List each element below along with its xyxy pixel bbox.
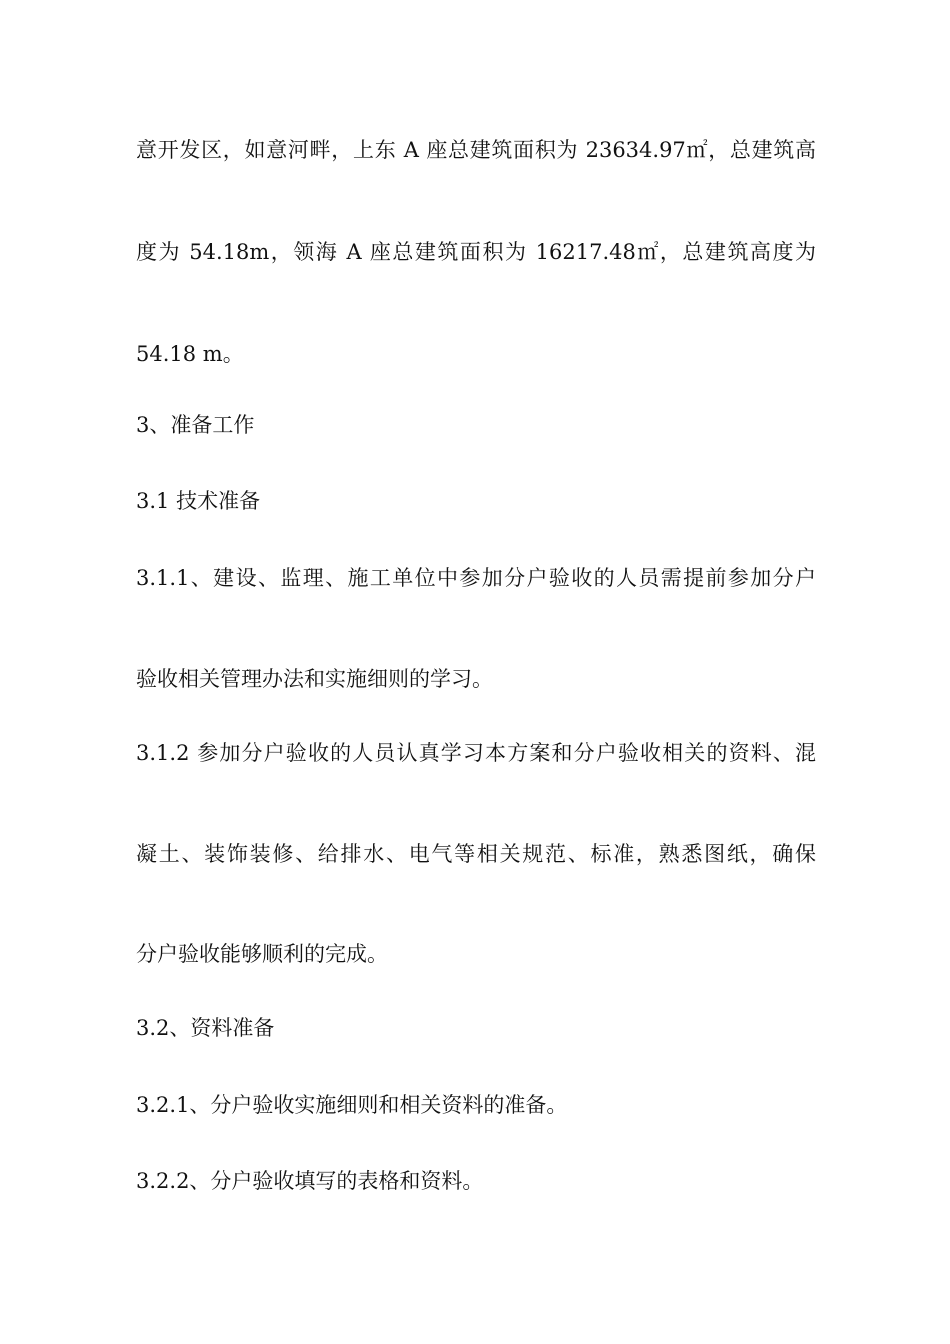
section-heading-3: 3、准备工作 <box>136 413 255 437</box>
item-3-2-1: 3.2.1、分户验收实施细则和相关资料的准备。 <box>136 1093 568 1117</box>
subsection-heading-3-2: 3.2、资料准备 <box>136 1016 275 1040</box>
subsection-heading-3-1: 3.1 技术准备 <box>136 489 261 513</box>
item-3-2-2: 3.2.2、分户验收填写的表格和资料。 <box>136 1169 484 1193</box>
item-3-1-1-line-2: 验收相关管理办法和实施细则的学习。 <box>136 667 493 691</box>
item-3-1-1-line-1: 3.1.1、建设、监理、施工单位中参加分户验收的人员需提前参加分户 <box>136 566 816 590</box>
paragraph-line-3: 54.18 m。 <box>136 342 244 366</box>
item-3-1-2-line-1: 3.1.2 参加分户验收的人员认真学习本方案和分户验收相关的资料、混 <box>136 741 816 765</box>
item-3-1-2-line-3: 分户验收能够顺利的完成。 <box>136 942 388 966</box>
paragraph-line-2: 度为 54.18m，领海 A 座总建筑面积为 16217.48㎡，总建筑高度为 <box>136 240 816 264</box>
paragraph-line-1: 意开发区，如意河畔，上东 A 座总建筑面积为 23634.97㎡，总建筑高 <box>136 138 816 162</box>
item-3-1-2-line-2: 凝土、装饰装修、给排水、电气等相关规范、标准，熟悉图纸，确保 <box>136 842 816 866</box>
